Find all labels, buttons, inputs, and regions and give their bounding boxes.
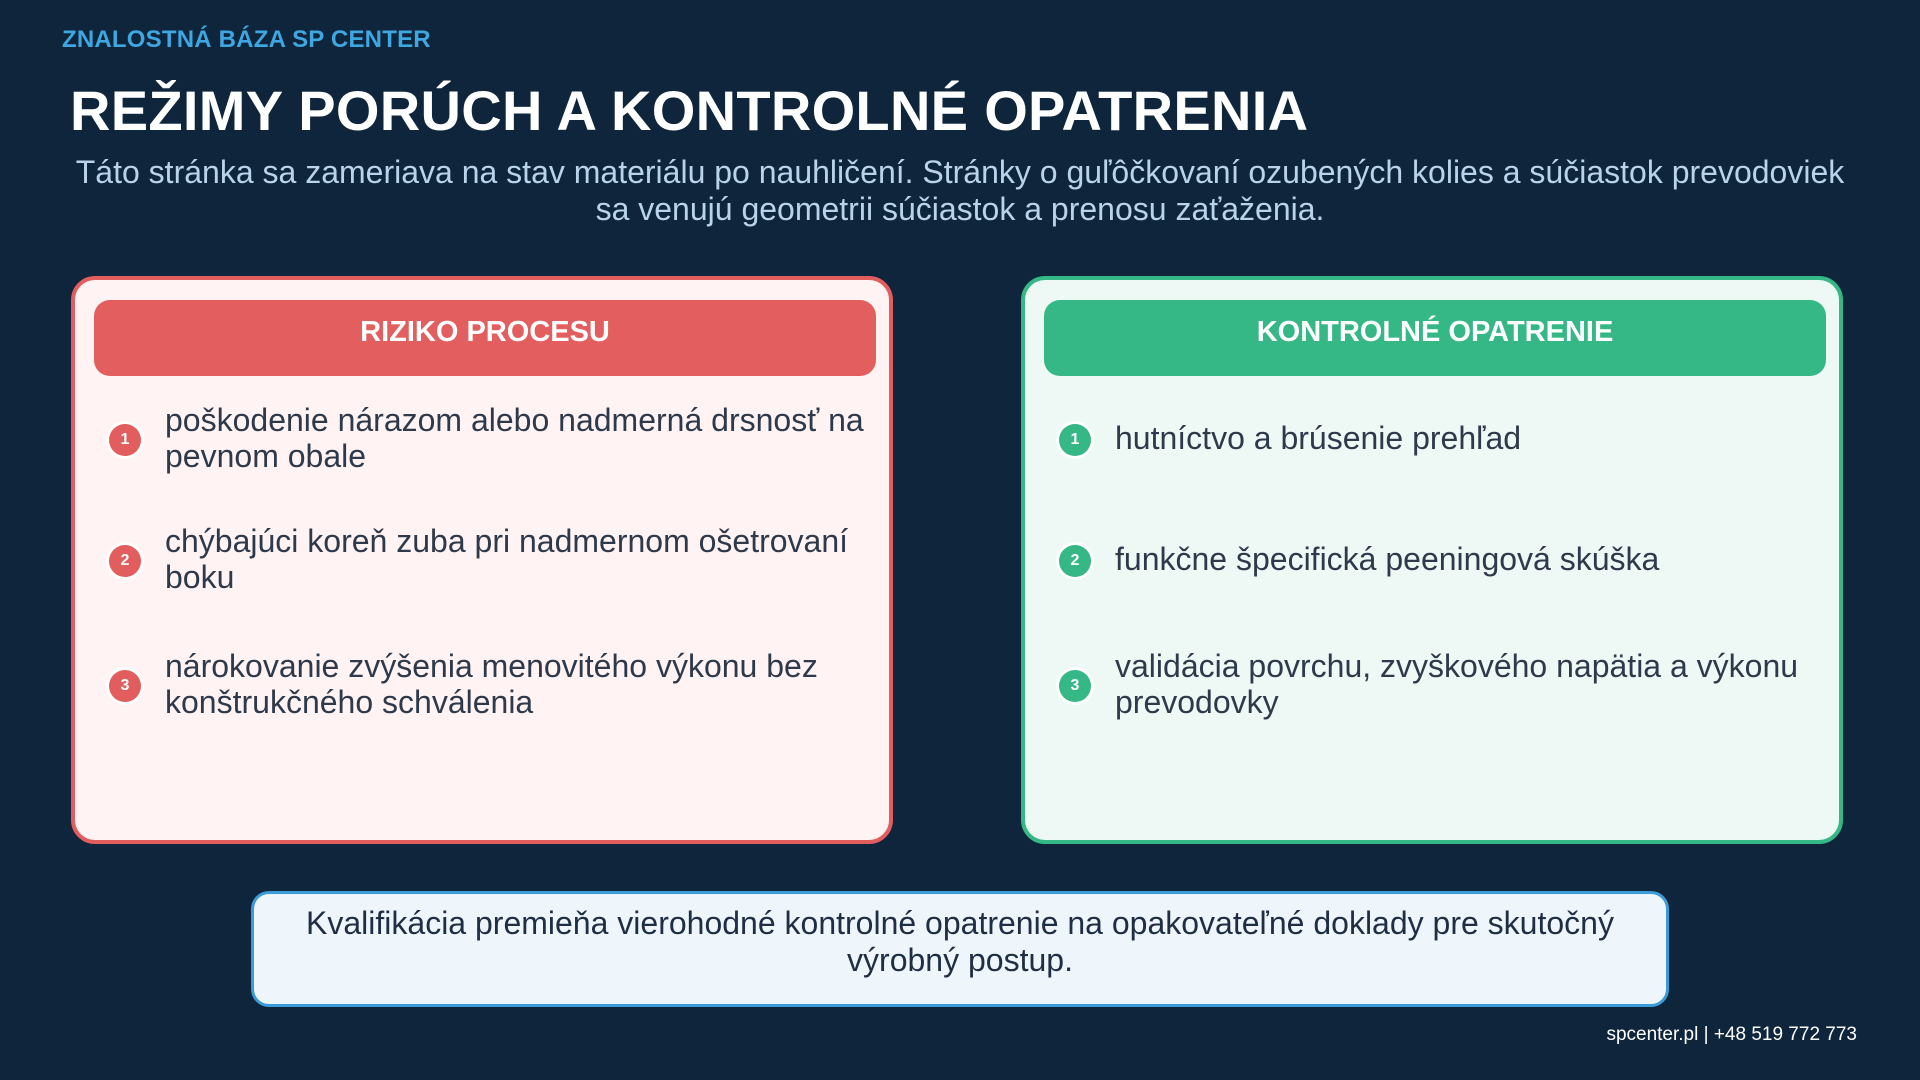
control-item-line: hutníctvo a brúsenie prehľad <box>1115 420 1522 456</box>
page-title: REŽIMY PORÚCH A KONTROLNÉ OPATRENIA <box>70 79 1309 142</box>
risk-item <box>109 648 869 748</box>
control-item-line: funkčne špecifická peeningová skúška <box>1115 541 1660 577</box>
control-item-line: validácia povrchu, zvyškového napätia a výkonu <box>1115 648 1799 684</box>
control-item-text <box>1115 541 1825 577</box>
subtitle-line: Táto stránka sa zameriava na stav materiálu po nauhličení. Stránky o guľôčkovaní ozubených kolies a súčiastok prevodoviek <box>75 154 1845 190</box>
note-line: Kvalifikácia premieňa vierohodné kontrolné opatrenie na opakovateľné doklady pre skutočný <box>306 905 1614 941</box>
page-subtitle <box>0 154 1920 228</box>
risk-number-badge: 2 <box>109 545 141 577</box>
risk-item <box>109 523 869 623</box>
note-line: výrobný postup. <box>847 942 1073 978</box>
risk-number-badge: 1 <box>109 424 141 456</box>
risk-item-line: chýbajúci koreň zuba pri nadmernom ošetrovaní <box>165 523 849 559</box>
control-item-text <box>1115 420 1825 456</box>
control-panel-header: KONTROLNÉ OPATRENIE <box>1044 300 1826 376</box>
risk-item-text <box>165 648 875 720</box>
control-number-badge: 1 <box>1059 424 1091 456</box>
risk-panel-header: RIZIKO PROCESU <box>94 300 876 376</box>
risk-item-text <box>165 402 875 474</box>
control-item <box>1059 420 1819 520</box>
control-item <box>1059 648 1819 748</box>
qualification-note <box>251 891 1669 1007</box>
risk-panel <box>71 276 893 844</box>
risk-item <box>109 402 869 502</box>
brand-label: ZNALOSTNÁ BÁZA SP CENTER <box>62 26 431 53</box>
control-panel <box>1021 276 1843 844</box>
control-item <box>1059 541 1819 641</box>
risk-item-text <box>165 523 875 595</box>
note-text <box>254 905 1666 979</box>
control-number-badge: 2 <box>1059 545 1091 577</box>
risk-item-line: konštrukčného schválenia <box>165 684 534 720</box>
subtitle-line: sa venujú geometrii súčiastok a prenosu zaťaženia. <box>595 191 1325 227</box>
footer-contact: spcenter.pl | +48 519 772 773 <box>1606 1024 1857 1045</box>
risk-item-line: nárokovanie zvýšenia menovitého výkonu bez <box>165 648 818 684</box>
control-number-badge: 3 <box>1059 670 1091 702</box>
risk-item-line: boku <box>165 559 235 595</box>
control-item-text <box>1115 648 1825 720</box>
risk-item-line: pevnom obale <box>165 438 367 474</box>
control-item-line: prevodovky <box>1115 684 1279 720</box>
risk-number-badge: 3 <box>109 670 141 702</box>
risk-item-line: poškodenie nárazom alebo nadmerná drsnosť na <box>165 402 864 438</box>
